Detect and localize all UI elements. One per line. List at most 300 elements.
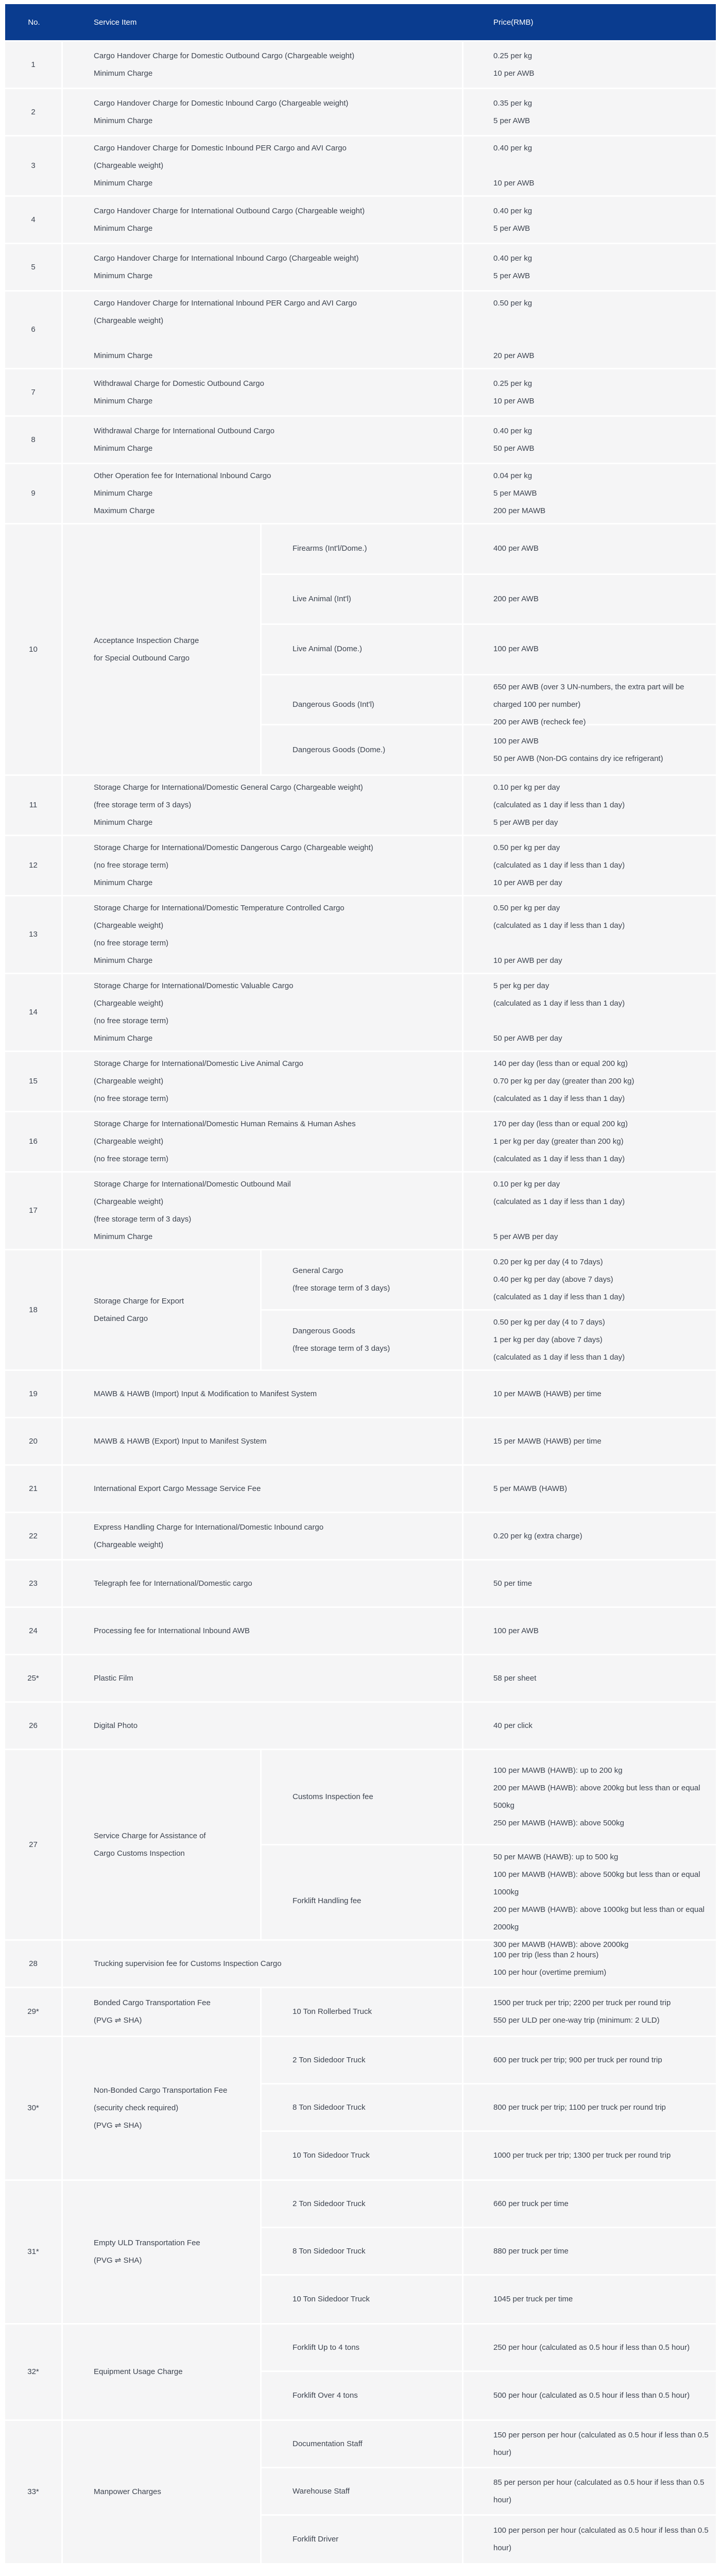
text-line: 85 per person per hour (calculated as 0.5 hour if less than 0.5 hour) (493, 2478, 705, 2504)
sub-item-cell (262, 1988, 464, 2036)
text-line: (security check required) (94, 2104, 179, 2112)
sub-row (262, 2181, 716, 2228)
text-line: (calculated as 1 day if less than 1 day) (493, 1094, 625, 1103)
text-line (94, 330, 447, 347)
text-line: (no free storage term) (94, 861, 169, 870)
fee-row (5, 1655, 716, 1703)
service-item-cell (63, 417, 464, 463)
text-line: (calculated as 1 day if less than 1 day) (493, 1353, 625, 1362)
text-line: 16 (29, 1137, 38, 1146)
text-line: (Chargeable weight) (94, 1077, 164, 1086)
text-line: 10 per AWB (493, 179, 535, 188)
text-line: 12 (29, 861, 38, 870)
price-cell (464, 1941, 716, 1987)
service-parent-cell (63, 2037, 262, 2179)
fee-row (5, 197, 716, 244)
fee-row (5, 1112, 716, 1173)
text-line: Non-Bonded Cargo Transportation Fee (94, 2086, 228, 2095)
text-line: Minimum Charge (94, 351, 153, 360)
text-line: 1000 per truck per trip; 1300 per truck per round trip (493, 2151, 671, 2160)
text-line: 20 per AWB (493, 351, 535, 360)
sub-price-cell (464, 2325, 716, 2370)
row-number (5, 1250, 63, 1369)
text-line: 6 (31, 325, 36, 334)
price-cell (464, 244, 716, 290)
text-line: Cargo Handover Charge for International Outbound Cargo (Chargeable weight) (94, 206, 365, 215)
service-item-cell (63, 1941, 464, 1987)
text-line: 10 per AWB per day (493, 956, 562, 965)
service-item-cell (63, 974, 464, 1050)
service-parent-cell (63, 1250, 262, 1369)
text-line: 3 (31, 161, 36, 170)
service-item-cell (63, 89, 464, 135)
text-line: 7 (31, 387, 36, 397)
text-line: 0.40 per kg (493, 144, 533, 152)
text-line: Live Animal (Int'l) (293, 594, 351, 603)
text-line (493, 1012, 712, 1030)
text-line: Detained Cargo (94, 1314, 148, 1323)
fee-row (5, 89, 716, 137)
text-line: 15 (29, 1077, 38, 1086)
price-cell (464, 197, 716, 243)
text-line: 170 per day (less than or equal 200 kg) (493, 1120, 628, 1128)
text-line: (Chargeable weight) (94, 921, 164, 930)
price-cell (464, 137, 716, 195)
text-line: Withdrawal Charge for Domestic Outbound Cargo (94, 379, 264, 388)
sub-price-cell (464, 1750, 716, 1844)
row-number (5, 1418, 63, 1464)
text-line: 0.20 per kg (extra charge) (493, 1531, 582, 1540)
fee-row (5, 137, 716, 197)
text-line: 0.35 per kg (493, 98, 533, 108)
column-header-service-item: Service Item (94, 18, 137, 27)
text-line: Minimum Charge (94, 69, 153, 78)
sub-row (262, 2516, 716, 2563)
service-item-cell (63, 836, 464, 895)
fee-row-group (5, 1750, 716, 1949)
text-line: 880 per truck per time (493, 2246, 569, 2256)
text-line: Withdrawal Charge for International Outbound Cargo (94, 426, 275, 435)
text-line: (Chargeable weight) (94, 316, 164, 325)
text-line: Minimum Charge (94, 271, 153, 280)
sub-row (262, 2276, 716, 2323)
service-item-cell (63, 292, 464, 368)
text-line: 28 (29, 1959, 38, 1968)
service-item-cell (63, 1466, 464, 1512)
text-line: Minimum Charge (94, 116, 153, 125)
sub-row (262, 2132, 716, 2179)
text-line: 0.25 per kg (493, 51, 533, 60)
text-line (493, 330, 712, 347)
row-number (5, 1561, 63, 1606)
sub-item-cell (262, 1845, 464, 1957)
fee-row (5, 1561, 716, 1608)
row-number (5, 464, 63, 523)
fee-row (5, 369, 716, 417)
text-line: 100 per AWB (493, 645, 539, 654)
text-line: General Cargo (293, 1266, 344, 1275)
text-line: 400 per AWB (493, 544, 539, 553)
text-line: Cargo Handover Charge for Domestic Inbound PER Cargo and AVI Cargo (94, 144, 347, 152)
row-number (5, 1750, 63, 1939)
text-line: Forklift Handling fee (293, 1896, 362, 1905)
sub-item-cell (262, 1250, 464, 1309)
fee-row (5, 464, 716, 524)
price-cell (464, 1703, 716, 1749)
text-line: 1 per kg per day (greater than 200 kg) (493, 1137, 624, 1146)
text-line: 5 per AWB per day (493, 818, 558, 827)
text-line: 17 (29, 1206, 38, 1215)
sub-rows (262, 1988, 716, 2036)
text-line: Live Animal (Dome.) (293, 645, 363, 654)
service-item-cell (63, 1371, 464, 1417)
sub-row (262, 1750, 716, 1845)
text-line: (calculated as 1 day if less than 1 day) (493, 999, 625, 1008)
fee-row (5, 1052, 716, 1112)
text-line: 100 per person per hour (calculated as 0.5 hour if less than 0.5 hour) (493, 2526, 709, 2552)
sub-row (262, 2084, 716, 2132)
price-cell (464, 89, 716, 135)
text-line: 29* (27, 2007, 39, 2016)
service-parent-cell (63, 1988, 262, 2036)
text-line: (PVG ⇌ SHA) (94, 2016, 142, 2025)
sub-price-cell (464, 2421, 716, 2467)
fee-row (5, 776, 716, 836)
text-line: 10 Ton Sidedoor Truck (293, 2295, 370, 2303)
text-line: International Export Cargo Message Service Fee (94, 1484, 261, 1493)
service-item-cell (63, 1173, 464, 1249)
text-line: 2 (31, 107, 36, 116)
text-line: (Chargeable weight) (94, 999, 164, 1008)
text-line: 1 per kg per day (above 7 days) (493, 1335, 603, 1344)
row-number (5, 292, 63, 368)
text-line: Minimum Charge (94, 444, 153, 453)
fee-row (5, 1173, 716, 1250)
text-line: (calculated as 1 day if less than 1 day) (493, 1293, 625, 1301)
text-line: 50 per AWB (493, 444, 535, 453)
text-line: 21 (29, 1484, 38, 1493)
text-line: 200 per MAWB (493, 506, 546, 515)
text-line: 10 per AWB (493, 69, 535, 78)
text-line: Minimum Charge (94, 878, 153, 887)
sub-rows (262, 524, 716, 774)
text-line: 22 (29, 1531, 38, 1540)
row-number (5, 1112, 63, 1171)
text-line: 100 per MAWB (HAWB): above 500kg but less than or equal 1000kg (493, 1870, 700, 1896)
row-number (5, 1371, 63, 1417)
text-line: 650 per AWB (over 3 UN-numbers, the extra part will be charged 100 per number) (493, 682, 684, 709)
sub-item-cell (262, 1311, 464, 1369)
fee-row-group (5, 1988, 716, 2037)
text-line: 0.50 per kg per day (4 to 7 days) (493, 1318, 605, 1327)
text-line: (calculated as 1 day if less than 1 day) (493, 921, 625, 930)
text-line: Storage Charge for International/Domestic General Cargo (Chargeable weight) (94, 783, 363, 792)
text-line: 13 (29, 930, 38, 939)
sub-row (262, 2372, 716, 2419)
row-number (5, 1466, 63, 1512)
fee-row (5, 896, 716, 974)
service-item-cell (63, 369, 464, 415)
text-line: 50 per AWB per day (493, 1034, 562, 1043)
column-header-price: Price(RMB) (493, 18, 534, 27)
text-line: 5 per AWB (493, 224, 530, 233)
text-line: Storage Charge for International/Domestic Valuable Cargo (94, 981, 294, 990)
text-line: Minimum Charge (94, 818, 153, 827)
text-line: 50 per time (493, 1579, 533, 1588)
text-line: (calculated as 1 day if less than 1 day) (493, 1197, 625, 1206)
sub-row (262, 1988, 716, 2036)
service-item-cell (63, 896, 464, 973)
sub-rows (262, 1750, 716, 1949)
price-cell (464, 1418, 716, 1464)
service-item-cell (63, 197, 464, 243)
text-line: 250 per hour (calculated as 0.5 hour if less than 0.5 hour) (493, 2343, 690, 2352)
text-line: 14 (29, 1008, 38, 1016)
text-line (493, 312, 712, 330)
text-line: 10 per MAWB (HAWB) per time (493, 1389, 602, 1398)
text-line: 250 per MAWB (HAWB): above 500kg (493, 1819, 624, 1827)
text-line: Cargo Handover Charge for International Inbound Cargo (Chargeable weight) (94, 253, 359, 263)
text-line: 200 per MAWB (HAWB): above 1000kg but less than or equal 2000kg (493, 1905, 705, 1931)
price-cell (464, 292, 716, 368)
text-line: 5 (31, 262, 36, 272)
text-line (493, 157, 712, 175)
service-item-cell (63, 1052, 464, 1111)
sub-item-cell (262, 2132, 464, 2179)
text-line: (PVG ⇌ SHA) (94, 2256, 142, 2265)
text-line: (no free storage term) (94, 1016, 169, 1025)
sub-row (262, 625, 716, 675)
text-line: (no free storage term) (94, 939, 169, 947)
text-line: Manpower Charges (94, 2487, 161, 2496)
text-line: 10 per AWB (493, 396, 535, 405)
fee-row-group (5, 2421, 716, 2565)
text-line: Storage Charge for International/Domestic Live Animal Cargo (94, 1059, 303, 1068)
text-line: 0.40 per kg (493, 253, 533, 263)
fee-row (5, 1371, 716, 1418)
text-line: Storage Charge for International/Domestic Outbound Mail (94, 1180, 291, 1189)
text-line: 18 (29, 1305, 38, 1314)
row-number (5, 244, 63, 290)
text-line: 5 per MAWB (493, 489, 537, 498)
row-number (5, 417, 63, 463)
fee-row (5, 836, 716, 896)
row-number (5, 197, 63, 243)
text-line: MAWB & HAWB (Import) Input & Modification to Manifest System (94, 1389, 317, 1398)
text-line: 50 per MAWB (HAWB): up to 500 kg (493, 1853, 619, 1861)
text-line: for Special Outbound Cargo (94, 653, 190, 663)
text-line: 0.10 per kg per day (493, 783, 560, 792)
text-line: 8 (31, 435, 36, 444)
row-number (5, 1173, 63, 1249)
service-item-cell (63, 776, 464, 835)
sub-item-cell (262, 2516, 464, 2563)
text-line: 58 per sheet (493, 1673, 537, 1683)
text-line: (Chargeable weight) (94, 1137, 164, 1146)
text-line: 100 per AWB (493, 736, 539, 745)
text-line: (calculated as 1 day if less than 1 day) (493, 861, 625, 870)
text-line: Forklift Up to 4 tons (293, 2343, 360, 2352)
text-line: Cargo Handover Charge for Domestic Outbound Cargo (Chargeable weight) (94, 51, 355, 60)
text-line: Storage Charge for Export (94, 1296, 184, 1306)
text-line: 15 per MAWB (HAWB) per time (493, 1436, 602, 1446)
text-line: 27 (29, 1840, 38, 1849)
text-line: 33* (27, 2487, 39, 2496)
text-line: Minimum Charge (94, 1232, 153, 1241)
text-line: (free storage term of 3 days) (94, 1215, 192, 1224)
text-line: 8 Ton Sidedoor Truck (293, 2103, 366, 2112)
text-line (493, 935, 712, 952)
text-line: Storage Charge for International/Domestic Temperature Controlled Cargo (94, 904, 345, 912)
fee-row (5, 292, 716, 369)
text-line: (free storage term of 3 days) (293, 1344, 390, 1353)
text-line: Minimum Charge (94, 489, 153, 498)
service-item-cell (63, 1655, 464, 1701)
row-number (5, 2421, 63, 2563)
service-parent-cell (63, 2325, 262, 2419)
row-number (5, 369, 63, 415)
row-number (5, 896, 63, 973)
text-line: 600 per truck per trip; 900 per truck per round trip (493, 2055, 662, 2064)
text-line: Cargo Customs Inspection (94, 1849, 185, 1858)
text-line: 8 Ton Sidedoor Truck (293, 2246, 366, 2256)
text-line: 100 per trip (less than 2 hours) (493, 1950, 599, 1959)
sub-price-cell (464, 725, 716, 774)
fee-row (5, 42, 716, 89)
text-line: 100 per AWB (493, 1626, 539, 1635)
price-cell (464, 836, 716, 895)
text-line: 30* (27, 2104, 39, 2112)
row-number (5, 2325, 63, 2419)
sub-item-cell (262, 2372, 464, 2419)
fee-row (5, 1608, 716, 1655)
table-header (5, 4, 716, 40)
sub-row (262, 524, 716, 575)
text-line: 0.04 per kg (493, 471, 533, 480)
sub-row (262, 1845, 716, 1949)
sub-row (262, 2421, 716, 2468)
fee-row-group (5, 2181, 716, 2325)
text-line: 0.50 per kg (493, 299, 533, 308)
price-cell (464, 417, 716, 463)
price-cell (464, 1112, 716, 1171)
service-parent-cell (63, 2421, 262, 2563)
service-item-cell (63, 42, 464, 88)
sub-price-cell (464, 2037, 716, 2083)
service-parent-cell (63, 524, 262, 774)
sub-item-cell (262, 725, 464, 774)
row-number (5, 776, 63, 835)
text-line: 200 per AWB (493, 594, 539, 603)
text-line (493, 1211, 712, 1228)
sub-item-cell (262, 2228, 464, 2274)
text-line: Minimum Charge (94, 179, 153, 188)
text-line: Dangerous Goods (293, 1327, 355, 1335)
sub-item-cell (262, 1750, 464, 1844)
text-line: 300 per MAWB (HAWB): above 2000kg (493, 1940, 629, 1949)
text-line: 0.20 per kg per day (4 to 7days) (493, 1258, 603, 1266)
text-line: Cargo Handover Charge for International Inbound PER Cargo and AVI Cargo (94, 299, 357, 308)
fee-table (5, 4, 716, 2565)
service-item-cell (63, 464, 464, 523)
text-line: (no free storage term) (94, 1155, 169, 1163)
sub-row (262, 2228, 716, 2276)
price-cell (464, 1608, 716, 1654)
text-line: 0.40 per kg (493, 206, 533, 215)
service-item-cell (63, 1703, 464, 1749)
text-line: Acceptance Inspection Charge (94, 636, 199, 645)
text-line: 10 Ton Sidedoor Truck (293, 2151, 370, 2160)
price-cell (464, 1513, 716, 1559)
sub-price-cell (464, 1311, 716, 1369)
sub-row (262, 2037, 716, 2084)
sub-price-cell (464, 2084, 716, 2130)
text-line: 4 (31, 215, 36, 224)
text-line: 200 per MAWB (HAWB): above 200kg but less than or equal 500kg (493, 1784, 700, 1810)
sub-rows (262, 2421, 716, 2563)
text-line: 2 Ton Sidedoor Truck (293, 2055, 366, 2064)
text-line: 5 per AWB per day (493, 1232, 558, 1241)
text-line: 0.10 per kg per day (493, 1180, 560, 1189)
service-item-cell (63, 1418, 464, 1464)
fee-row (5, 974, 716, 1052)
text-line: 5 per AWB (493, 116, 530, 125)
fee-row-group (5, 524, 716, 776)
sub-row (262, 725, 716, 774)
sub-price-cell (464, 575, 716, 624)
fee-row-group (5, 2325, 716, 2421)
price-cell (464, 974, 716, 1050)
text-line: Dangerous Goods (Dome.) (293, 745, 386, 754)
sub-row (262, 1311, 716, 1369)
text-line: 0.40 per kg per day (above 7 days) (493, 1275, 613, 1284)
service-item-cell (63, 137, 464, 195)
sub-price-cell (464, 2276, 716, 2323)
text-line: 500 per hour (calculated as 0.5 hour if less than 0.5 hour) (493, 2391, 690, 2400)
text-line: Empty ULD Transportation Fee (94, 2239, 200, 2247)
price-cell (464, 1561, 716, 1606)
text-line: 40 per click (493, 1721, 533, 1730)
sub-row (262, 2325, 716, 2372)
service-item-cell (63, 1513, 464, 1559)
text-line: 11 (29, 801, 38, 809)
sub-rows (262, 1250, 716, 1369)
text-line: Other Operation fee for International Inbound Cargo (94, 471, 271, 480)
text-line: Forklift Over 4 tons (293, 2391, 358, 2400)
row-number (5, 1703, 63, 1749)
text-line: 32* (27, 2367, 39, 2376)
text-line: 25* (27, 1673, 39, 1683)
text-line: 10 (29, 645, 38, 654)
text-line: Firearms (Int'l/Dome.) (293, 544, 367, 553)
text-line: 0.50 per kg per day (493, 843, 560, 852)
text-line: (Chargeable weight) (94, 161, 164, 170)
text-line: 1045 per truck per time (493, 2295, 573, 2303)
service-item-cell (63, 1608, 464, 1654)
text-line: Telegraph fee for International/Domestic cargo (94, 1579, 252, 1588)
text-line: 23 (29, 1579, 38, 1588)
sub-price-cell (464, 2181, 716, 2227)
price-cell (464, 369, 716, 415)
sub-rows (262, 2037, 716, 2179)
service-parent-cell (63, 2181, 262, 2323)
text-line: 31* (27, 2247, 39, 2256)
text-line: 0.50 per kg per day (493, 904, 560, 912)
text-line: 550 per ULD per one-way trip (minimum: 2 ULD) (493, 2016, 660, 2025)
row-number (5, 2037, 63, 2179)
sub-item-cell (262, 2181, 464, 2227)
text-line: 20 (29, 1436, 38, 1446)
